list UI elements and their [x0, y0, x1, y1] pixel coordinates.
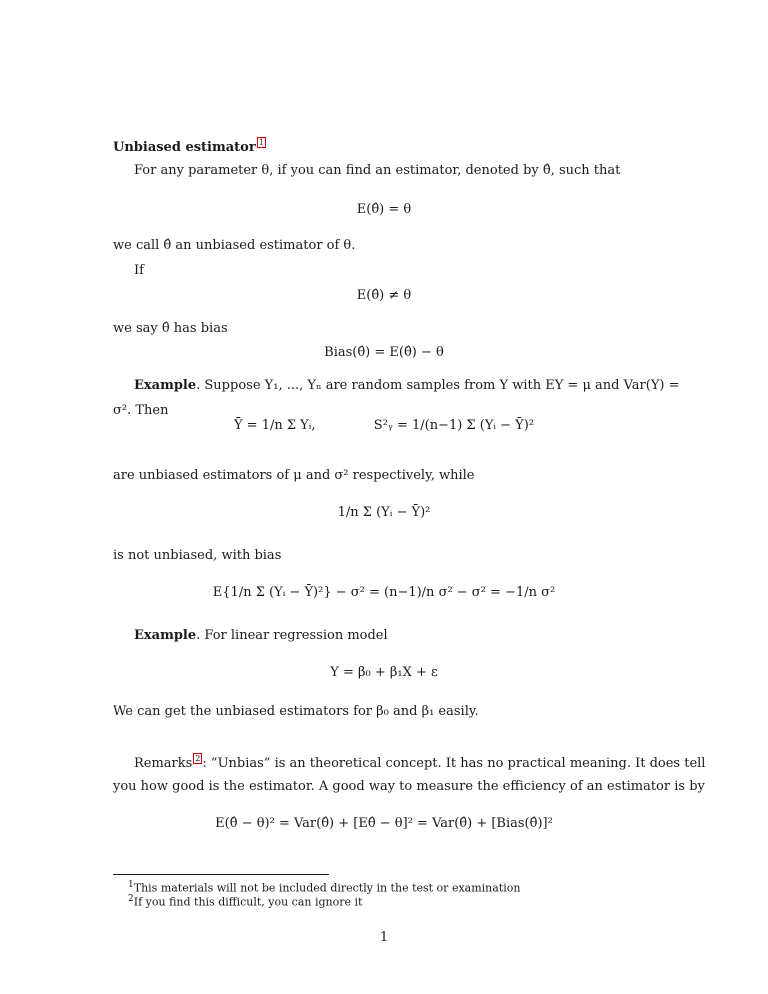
equation-bias-computation: E{1/n Σ (Yᵢ − Ȳ)²} − σ² = (n−1)/n σ² − σ² = −1/n σ²	[212, 585, 556, 600]
example-1-text: . Suppose Y₁, ..., Yₙ are random samples from Y with EY = μ and Var(Y) =	[196, 378, 680, 393]
equation-biased-variance: 1/n Σ (Yᵢ − Ȳ)²	[337, 505, 431, 520]
equation-mse: E(θ̂ − θ)² = Var(θ̂) + [Eθ̂ − θ]² = Var(θ̂) + [Bias(θ̂)]²	[215, 816, 553, 831]
footnote-2	[128, 894, 362, 909]
example-2-text: . For linear regression model	[196, 628, 388, 643]
footnote-1-mark: 1	[128, 880, 134, 890]
remarks-paragraph	[134, 753, 705, 771]
equation-sample-estimators	[0, 418, 768, 433]
footnote-rule	[113, 874, 329, 875]
bias-text: we say θ̂ has bias	[113, 321, 228, 336]
intro-paragraph: For any parameter θ, if you can find an estimator, denoted by θ̂, such that	[134, 163, 621, 178]
regression-text: We can get the unbiased estimators for β₀ and β₁ easily.	[113, 704, 479, 719]
equation-bias-definition: Bias(θ̂) = E(θ̂) − θ	[324, 345, 444, 360]
equation-biased: E(θ̂) ≠ θ	[356, 288, 412, 303]
footnote-2-mark: 2	[128, 894, 134, 904]
sample-variance-formula: S²ᵧ = 1/(n−1) Σ (Yᵢ − Ȳ)²	[373, 418, 535, 433]
remarks-text: : ”Unbias” is an theoretical concept. It has no practical meaning. It does tell	[202, 756, 706, 771]
footnote-ref-1[interactable]: 1	[258, 138, 264, 147]
example-2-label: Example	[134, 628, 197, 643]
footnote-1	[128, 880, 520, 895]
footnote-ref-2[interactable]: 2	[195, 754, 201, 763]
remarks-label: Remarks	[134, 756, 193, 771]
equation-linear-model: Y = β₀ + β₁X + ε	[330, 665, 438, 680]
remarks-continuation: you how good is the estimator. A good way to measure the efficiency of an estimator is by	[113, 779, 705, 794]
section-title: Unbiased estimator	[113, 140, 256, 155]
equation-unbiased: E(θ̂) = θ	[356, 202, 412, 217]
example-1-label: Example	[134, 378, 197, 393]
example-1-paragraph	[134, 378, 680, 393]
unbiased-result-text: are unbiased estimators of μ and σ² respectively, while	[113, 468, 475, 483]
footnote-1-text: This materials will not be included directly in the test or examination	[133, 881, 521, 895]
section-heading	[113, 137, 266, 155]
page-number: 1	[379, 930, 389, 945]
sample-mean-formula: Ȳ = 1/n Σ Yᵢ,	[233, 418, 316, 433]
footnote-2-text: If you find this difficult, you can ignore it	[133, 895, 363, 909]
if-text: If	[134, 263, 144, 278]
example-1-continuation: σ². Then	[113, 403, 169, 418]
not-unbiased-text: is not unbiased, with bias	[113, 548, 282, 563]
example-2-paragraph	[134, 628, 388, 643]
unbiased-definition: we call θ̂ an unbiased estimator of θ.	[113, 238, 356, 253]
